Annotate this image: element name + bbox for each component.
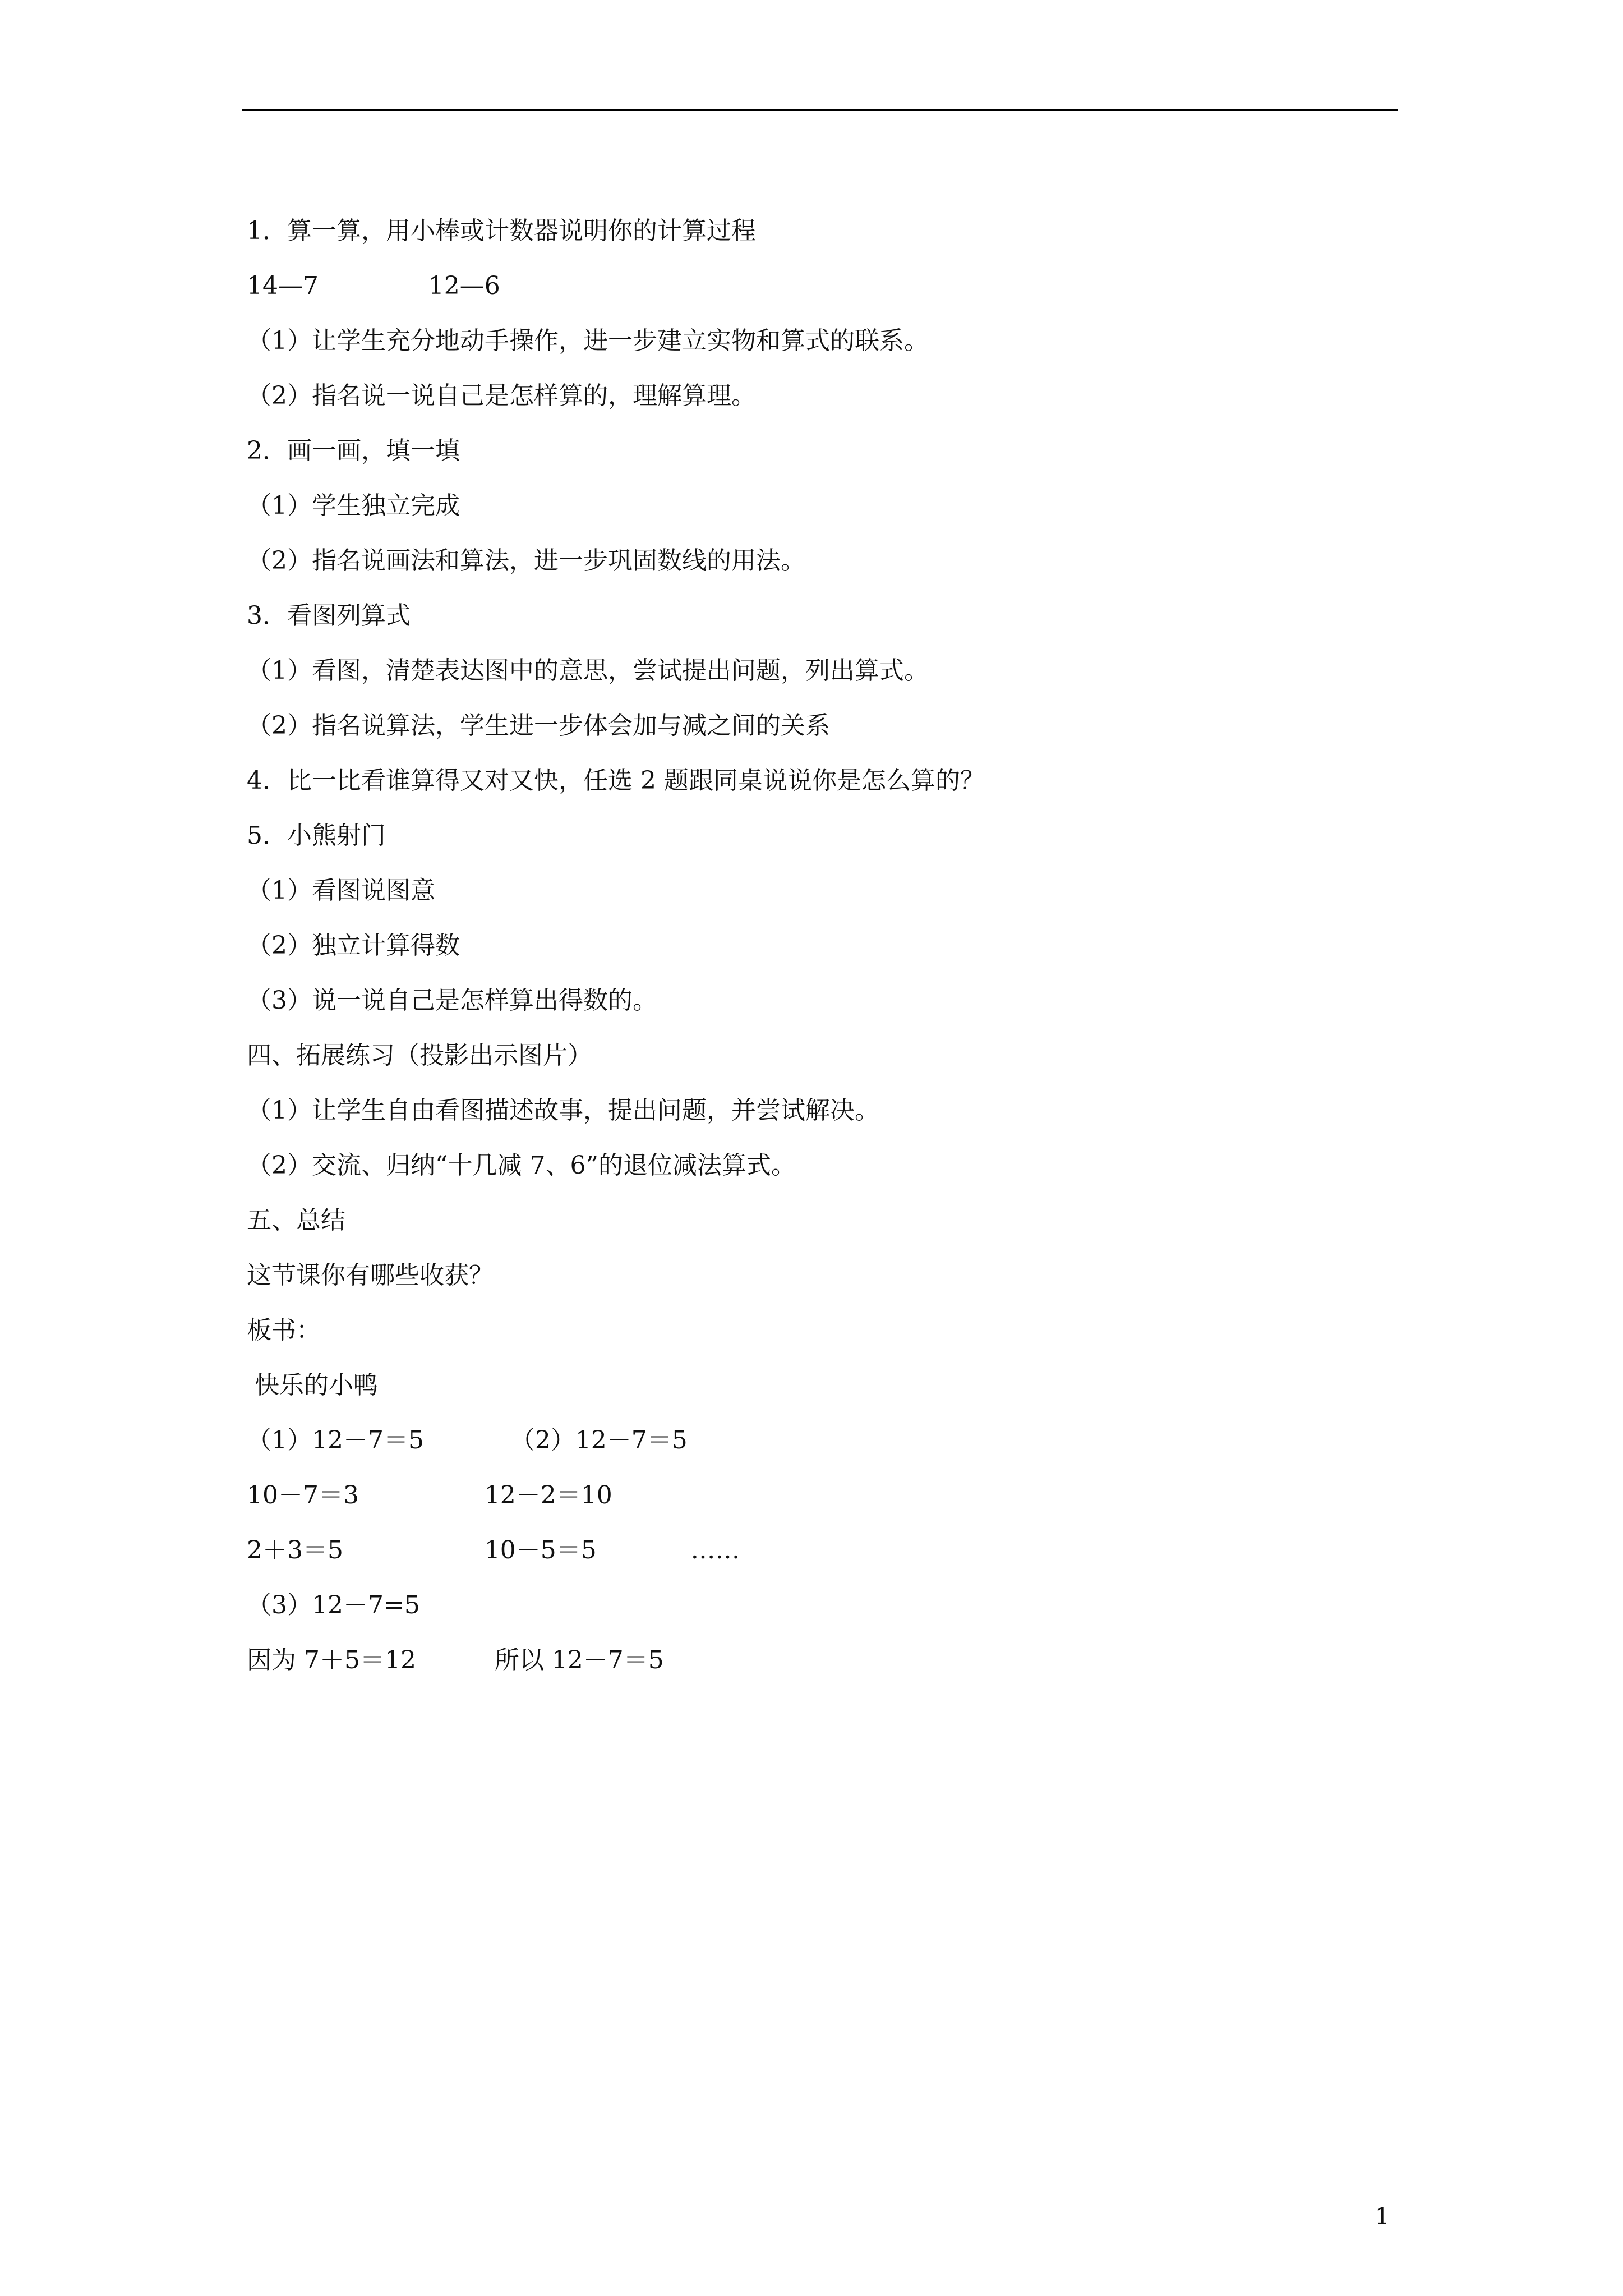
- exercise-1-problems: 14—7 12—6: [247, 272, 500, 300]
- summary-question: 这节课你有哪些收获？: [247, 1261, 494, 1290]
- section-4-step-2: （2）交流、归纳“十几减 7、6”的退位减法算式。: [247, 1151, 796, 1180]
- section-4-heading: 四、拓展练习（投影出示图片）: [247, 1041, 592, 1070]
- section-5-heading: 五、总结: [247, 1206, 345, 1235]
- exercise-2-heading: 2．画一画，填一填: [247, 436, 460, 465]
- board-method-3: （3）12－7=5: [247, 1591, 420, 1619]
- exercise-5-step-1: （1）看图说图意: [247, 876, 435, 905]
- exercise-3-heading: 3．看图列算式: [247, 601, 411, 630]
- exercise-1-heading: 1．算一算，用小棒或计数器说明你的计算过程: [247, 217, 756, 245]
- exercise-4-heading: 4．比一比看谁算得又对又快，任选 2 题跟同桌说说你是怎么算的？: [247, 766, 985, 795]
- board-reasoning: 因为 7＋5＝12 所以 12－7＝5: [247, 1646, 664, 1674]
- exercise-3-step-1: （1）看图，清楚表达图中的意思，尝试提出问题，列出算式。: [247, 656, 929, 685]
- board-method-row-1: （1）12－7＝5 （2）12－7＝5: [247, 1426, 688, 1455]
- board-label: 板书：: [247, 1316, 321, 1345]
- exercise-5-step-2: （2）独立计算得数: [247, 931, 460, 960]
- exercise-2-step-1: （1）学生独立完成: [247, 491, 460, 520]
- section-4-step-1: （1）让学生自由看图描述故事，提出问题，并尝试解决。: [247, 1096, 879, 1125]
- exercise-2-step-2: （2）指名说画法和算法，进一步巩固数线的用法。: [247, 546, 805, 575]
- page-number: 1: [1375, 2203, 1390, 2229]
- board-method-row-2: 10－7＝3 12－2＝10: [247, 1481, 612, 1510]
- exercise-1-step-2: （2）指名说一说自己是怎样算的，理解算理。: [247, 381, 756, 410]
- exercise-1-step-1: （1）让学生充分地动手操作，进一步建立实物和算式的联系。: [247, 326, 929, 355]
- board-title: 快乐的小鸭: [247, 1371, 378, 1400]
- board-method-row-3: 2＋3＝5 10－5＝5 ……: [247, 1536, 740, 1565]
- exercise-5-heading: 5．小熊射门: [247, 821, 386, 850]
- exercise-5-step-3: （3）说一说自己是怎样算出得数的。: [247, 986, 657, 1015]
- header-rule: [242, 109, 1398, 111]
- exercise-3-step-2: （2）指名说算法，学生进一步体会加与减之间的关系: [247, 711, 830, 740]
